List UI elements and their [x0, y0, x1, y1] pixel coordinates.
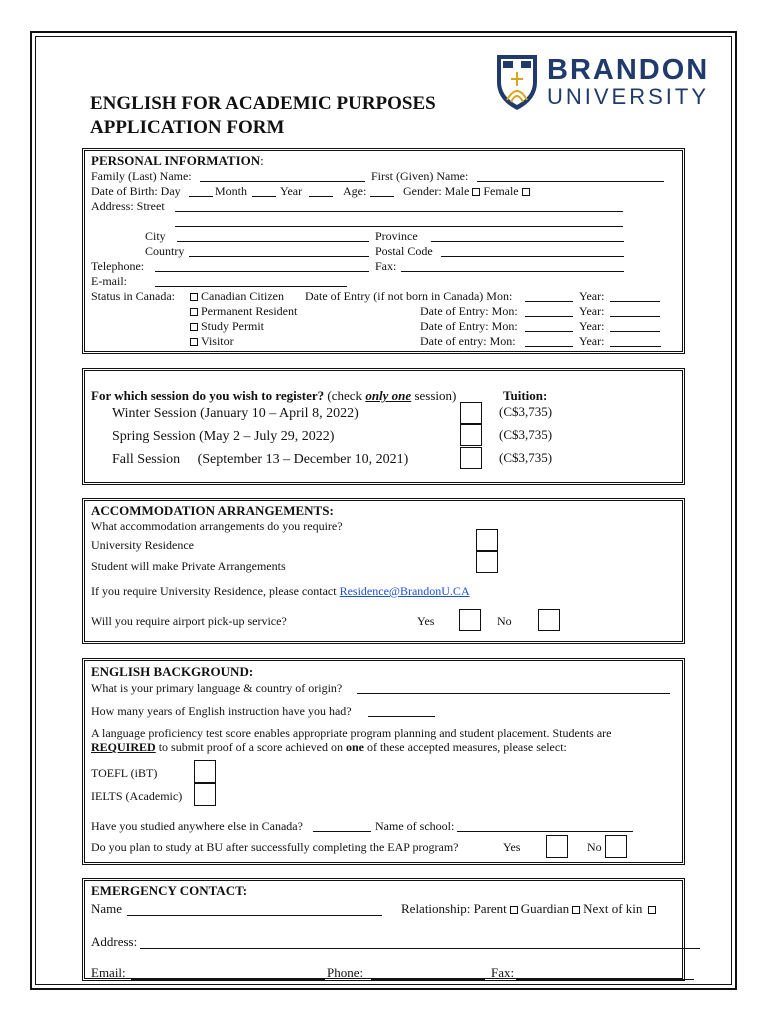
province-label: Province [375, 229, 418, 243]
entry-label-1: Date of Entry (if not born in Canada) Mon: [305, 289, 513, 303]
guardian-label: Guardian [520, 901, 570, 916]
dob-day-field[interactable] [189, 196, 213, 197]
accommodation-heading: ACCOMMODATION ARRANGEMENTS: [91, 503, 334, 518]
university-crest-icon [493, 52, 541, 112]
plan-yes-label: Yes [503, 840, 521, 854]
years-question: How many years of English instruction have you had? [91, 704, 352, 718]
city-field[interactable] [177, 241, 369, 242]
emergency-email-field[interactable] [131, 979, 325, 980]
entry-mon-field-2[interactable] [525, 316, 573, 317]
first-name-field[interactable] [477, 181, 664, 182]
email-field[interactable] [155, 286, 347, 287]
status-pr-label: Permanent Resident [201, 304, 298, 318]
residence-email-link[interactable]: Residence@BrandonU.CA [339, 584, 470, 598]
ielts-label: IELTS (Academic) [91, 789, 183, 803]
studied-canada-question: Have you studied anywhere else in Canada? [91, 819, 303, 833]
address-label: Address: Street [91, 199, 165, 213]
fall-session-label: Fall Session (September 13 – December 10, 2021) [112, 452, 409, 467]
year-label: Year [280, 184, 303, 198]
plan-no-checkbox[interactable] [605, 835, 627, 858]
only-one-emphasis: only one [365, 388, 412, 403]
spring-tuition: (C$3,735) [499, 427, 553, 442]
private-arrangements-checkbox[interactable] [476, 551, 498, 573]
emergency-address-label: Address: [91, 934, 138, 949]
entry-label-3: Date of Entry: Mon: [420, 319, 518, 333]
entry-mon-field-1[interactable] [525, 301, 573, 302]
emergency-name-field[interactable] [127, 915, 382, 916]
entry-mon-field-4[interactable] [525, 346, 573, 347]
dob-label: Date of Birth: Day [91, 184, 181, 198]
entry-year-field-3[interactable] [610, 331, 660, 332]
entry-year-label-3: Year: [579, 319, 605, 333]
residence-contact-text: If you require University Residence, please contact [91, 584, 340, 598]
emergency-contact-section [82, 878, 685, 981]
emergency-fax-label: Fax: [491, 965, 515, 980]
required-emphasis: REQUIRED [91, 740, 156, 754]
session-question: For which session do you wish to register? [91, 388, 325, 403]
fall-session-checkbox[interactable] [460, 447, 482, 469]
gender-female-checkbox[interactable] [522, 188, 530, 196]
winter-tuition: (C$3,735) [499, 404, 553, 419]
status-visitor-checkbox[interactable] [190, 338, 198, 346]
entry-year-label-2: Year: [579, 304, 605, 318]
gender-male-checkbox[interactable] [472, 188, 480, 196]
ielts-checkbox[interactable] [194, 783, 216, 806]
spring-session-label: Spring Session (May 2 – July 29, 2022) [112, 429, 335, 444]
status-pr-checkbox[interactable] [190, 308, 198, 316]
emergency-heading: EMERGENCY CONTACT: [91, 883, 248, 898]
tuition-label: Tuition: [503, 388, 548, 403]
emergency-address-field[interactable] [140, 948, 700, 949]
city-label: City [145, 229, 166, 243]
emergency-phone-label: Phone: [327, 965, 364, 980]
age-field[interactable] [370, 196, 394, 197]
winter-session-checkbox[interactable] [460, 402, 482, 424]
spring-session-checkbox[interactable] [460, 424, 482, 446]
private-option-label: Student will make Private Arrangements [91, 559, 286, 573]
dob-year-field[interactable] [309, 196, 333, 197]
entry-year-label-4: Year: [579, 334, 605, 348]
airport-no-label: No [497, 614, 512, 628]
status-citizen-checkbox[interactable] [190, 293, 198, 301]
street-field-2[interactable] [175, 226, 623, 227]
entry-year-label-1: Year: [579, 289, 605, 303]
status-visitor-label: Visitor [201, 334, 234, 348]
accommodation-question: What accommodation arrangements do you require? [91, 519, 343, 533]
postal-label: Postal Code [375, 244, 433, 258]
airport-no-checkbox[interactable] [538, 609, 560, 631]
status-study-permit-checkbox[interactable] [190, 323, 198, 331]
first-name-label: First (Given) Name: [371, 169, 469, 183]
airport-yes-label: Yes [417, 614, 435, 628]
status-label: Status in Canada: [91, 289, 175, 303]
fax-label: Fax: [375, 259, 397, 273]
age-label: Age: [343, 184, 367, 198]
toefl-label: TOEFL (iBT) [91, 766, 158, 780]
session-section: For which session do you wish to register? (check only one session) Tuition: Winter Session (January 10 – April 8, 2022) (C$3,735) Spring Session (May 2 – July 29, 2022) (C$3,735) Fall Session (September 13 – December 10, 2021) (C$3,735) [82, 368, 685, 485]
personal-heading: PERSONAL INFORMATION [91, 153, 261, 168]
country-label: Country [145, 244, 185, 258]
plan-yes-checkbox[interactable] [546, 835, 568, 858]
winter-session-label: Winter Session (January 10 – April 8, 2022) [112, 406, 359, 421]
fall-tuition: (C$3,735) [499, 450, 553, 465]
month-label: Month [215, 184, 248, 198]
gender-label: Gender: Male [403, 184, 470, 198]
plan-no-label: No [587, 840, 602, 854]
personal-info-section: PERSONAL INFORMATION: Family (Last) Name: First (Given) Name: Date of Birth: Day Month Year Age: Gender: Male Female Address: Street City Province Country Postal Code Telephone: Fax: E-mail: Status in Canada: Canadian Citizen Permanent Resident Study Permit Visitor Date of Entry (if not born in Canada) Mon: Year: Date of Entry: Mon: Year: Date of Entry: Mon: Year: Date of entry: Mon: Year: [82, 148, 685, 354]
language-field[interactable] [357, 693, 670, 694]
family-name-label: Family (Last) Name: [91, 169, 192, 183]
entry-label-2: Date of Entry: Mon: [420, 304, 518, 318]
female-label: Female [483, 184, 519, 198]
telephone-label: Telephone: [91, 259, 145, 273]
toefl-checkbox[interactable] [194, 760, 216, 783]
relationship-next-of-kin-checkbox[interactable] [648, 906, 656, 914]
emergency-name-label: Name [91, 901, 123, 916]
proficiency-info: A language proficiency test score enables appropriate program planning and student placement. Students are [91, 726, 612, 740]
airport-question: Will you require airport pick-up service? [91, 614, 287, 628]
airport-yes-checkbox[interactable] [459, 609, 481, 631]
english-background-section: ENGLISH BACKGROUND: What is your primary language & country of origin? How many years of English instruction have you had? A language proficiency test score enables appropriate program planning and student placement. Students are REQUIRED to submit proof of a score achieved on one of these accepted measures, please select: TOEFL (iBT) IELTS (Academic) Have you studied anywhere else in Canada? Name of school: Do you plan to study at BU after successfully completing the EAP program? Yes No [82, 658, 685, 865]
language-question: What is your primary language & country of origin? [91, 681, 343, 695]
family-name-field[interactable] [200, 181, 365, 182]
studied-canada-field[interactable] [313, 831, 371, 832]
postal-field[interactable] [441, 256, 624, 257]
dob-month-field[interactable] [252, 196, 276, 197]
school-name-field[interactable] [457, 831, 633, 832]
entry-year-field-1[interactable] [610, 301, 660, 302]
plan-question: Do you plan to study at BU after successfully completing the EAP program? [91, 840, 459, 854]
emergency-fax-field[interactable] [516, 979, 694, 980]
email-label: E-mail: [91, 274, 127, 288]
residence-option-label: University Residence [91, 538, 194, 552]
country-field[interactable] [189, 256, 369, 257]
accommodation-section [82, 498, 685, 644]
form-title-line2: APPLICATION FORM [90, 117, 285, 138]
logo-brandon: BRANDON [547, 54, 710, 86]
status-citizen-label: Canadian Citizen [201, 289, 284, 303]
entry-year-field-4[interactable] [610, 346, 661, 347]
emergency-email-label: Email: [91, 965, 126, 980]
entry-mon-field-3[interactable] [525, 331, 573, 332]
english-heading: ENGLISH BACKGROUND: [91, 664, 254, 679]
province-field[interactable] [431, 241, 624, 242]
telephone-field[interactable] [155, 271, 369, 272]
relationship-guardian-checkbox[interactable] [572, 906, 580, 914]
entry-year-field-2[interactable] [610, 316, 660, 317]
relationship-label: Relationship: Parent [401, 901, 507, 916]
emergency-phone-field[interactable] [371, 979, 485, 980]
years-field[interactable] [368, 716, 435, 717]
street-field[interactable] [175, 211, 623, 212]
next-of-kin-label: Next of kin [583, 901, 643, 916]
entry-label-4: Date of entry: Mon: [420, 334, 516, 348]
logo-university: UNIVERSITY [547, 84, 710, 109]
fax-field[interactable] [401, 271, 624, 272]
residence-checkbox[interactable] [476, 529, 498, 551]
form-title-line1: ENGLISH FOR ACADEMIC PURPOSES [90, 93, 436, 114]
relationship-parent-checkbox[interactable] [510, 906, 518, 914]
school-name-label: Name of school: [375, 819, 455, 833]
status-study-permit-label: Study Permit [201, 319, 265, 333]
